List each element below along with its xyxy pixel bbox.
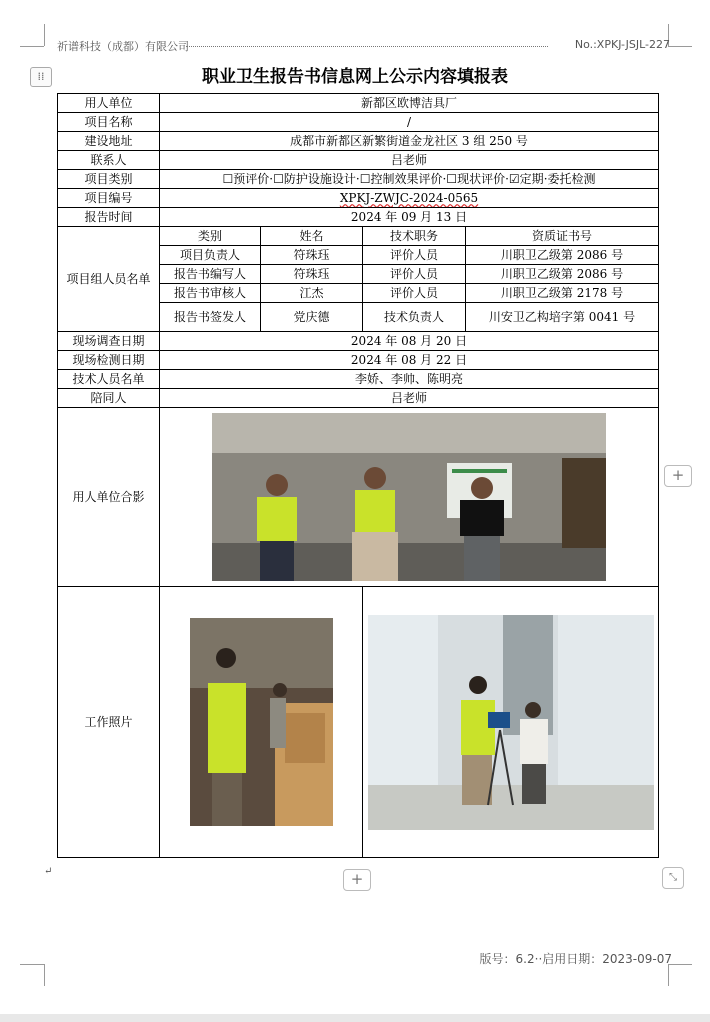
label-address: 建设地址 bbox=[58, 132, 160, 151]
label-tech-staff: 技术人员名单 bbox=[58, 370, 160, 389]
team-type[interactable]: 报告书签发人 bbox=[160, 303, 261, 332]
group-photo-image bbox=[212, 413, 606, 581]
label-contact: 联系人 bbox=[58, 151, 160, 170]
row-escort bbox=[58, 389, 659, 408]
category-status-eval: 现状评价 bbox=[457, 171, 506, 186]
category-suffix: 委托检测 bbox=[547, 171, 596, 186]
row-team-header bbox=[58, 227, 659, 246]
value-survey-date[interactable]: 2024 年 08 月 20 日 bbox=[160, 332, 659, 351]
row-report-date bbox=[58, 208, 659, 227]
table-resize-icon[interactable]: ⤡ bbox=[662, 867, 684, 889]
team-name[interactable]: 符珠珏 bbox=[261, 246, 363, 265]
value-address[interactable]: 成都市新都区新繁街道金龙社区 3 组 250 号 bbox=[160, 132, 659, 151]
team-name[interactable]: 江杰 bbox=[261, 284, 363, 303]
label-escort: 陪同人 bbox=[58, 389, 160, 408]
value-project-no[interactable] bbox=[160, 189, 659, 208]
label-work-photo: 工作照片 bbox=[58, 587, 160, 858]
checkbox-unchecked-icon[interactable]: ☐ bbox=[359, 171, 371, 186]
row-project-no bbox=[58, 189, 659, 208]
value-category[interactable]: ☐预评价·☐防护设施设计·☐控制效果评价·☐现状评价·☑定期·委托检测 bbox=[160, 170, 659, 189]
category-periodic: 定期 bbox=[519, 171, 544, 186]
add-column-button[interactable]: + bbox=[664, 465, 692, 487]
label-project-name: 项目名称 bbox=[58, 113, 160, 132]
team-header-title: 技术职务 bbox=[363, 227, 466, 246]
value-report-date[interactable]: 2024 年 09 月 13 日 bbox=[160, 208, 659, 227]
row-tech-staff bbox=[58, 370, 659, 389]
label-survey-date: 现场调查日期 bbox=[58, 332, 160, 351]
group-photo-cell[interactable] bbox=[160, 408, 659, 587]
team-title[interactable]: 技术负责人 bbox=[363, 303, 466, 332]
category-protection-design: 防护设施设计 bbox=[283, 171, 356, 186]
team-type[interactable]: 项目负责人 bbox=[160, 246, 261, 265]
crop-mark-top-right-h bbox=[668, 46, 692, 47]
crop-mark-top-left-h bbox=[20, 46, 44, 47]
label-test-date: 现场检测日期 bbox=[58, 351, 160, 370]
team-name[interactable]: 符珠珏 bbox=[261, 265, 363, 284]
label-report-date: 报告时间 bbox=[58, 208, 160, 227]
work-photo-cell-right[interactable] bbox=[363, 587, 659, 858]
project-number-text: XPKJ-ZWJC-2024-0565 bbox=[339, 190, 479, 205]
work-photo-left-image bbox=[190, 618, 333, 826]
crop-mark-bottom-right-v bbox=[668, 964, 669, 986]
page-title: 职业卫生报告书信息网上公示内容填报表 bbox=[202, 67, 508, 87]
team-title[interactable]: 评价人员 bbox=[363, 284, 466, 303]
team-cert[interactable]: 川职卫乙级第 2086 号 bbox=[466, 265, 659, 284]
row-group-photo bbox=[58, 408, 659, 587]
team-cert[interactable]: 川职卫乙级第 2086 号 bbox=[466, 246, 659, 265]
checkbox-unchecked-icon[interactable]: ☐ bbox=[446, 171, 458, 186]
value-tech-staff[interactable]: 李娇、李帅、陈明亮 bbox=[160, 370, 659, 389]
row-survey-date bbox=[58, 332, 659, 351]
add-row-button[interactable]: + bbox=[343, 869, 371, 891]
team-header-cert: 资质证书号 bbox=[466, 227, 659, 246]
row-contact bbox=[58, 151, 659, 170]
row-employer bbox=[58, 94, 659, 113]
crop-mark-bottom-left-h bbox=[20, 964, 44, 965]
header-dotted-leader bbox=[186, 46, 548, 47]
team-header-type: 类别 bbox=[160, 227, 261, 246]
row-work-photo bbox=[58, 587, 659, 858]
team-title[interactable]: 评价人员 bbox=[363, 246, 466, 265]
header-doc-number: No.:XPKJ-JSJL-227 bbox=[574, 38, 670, 51]
crop-mark-top-left-v bbox=[44, 24, 45, 46]
row-test-date bbox=[58, 351, 659, 370]
team-title[interactable]: 评价人员 bbox=[363, 265, 466, 284]
label-group-photo: 用人单位合影 bbox=[58, 408, 160, 587]
team-cert[interactable]: 川安卫乙构培字第 0041 号 bbox=[466, 303, 659, 332]
checkbox-unchecked-icon[interactable]: ☐ bbox=[222, 171, 234, 186]
team-type[interactable]: 报告书审核人 bbox=[160, 284, 261, 303]
team-type[interactable]: 报告书编写人 bbox=[160, 265, 261, 284]
category-control-eval: 控制效果评价 bbox=[370, 171, 443, 186]
page-bottom-edge bbox=[0, 1014, 710, 1022]
value-contact[interactable]: 吕老师 bbox=[160, 151, 659, 170]
row-address bbox=[58, 132, 659, 151]
crop-mark-bottom-left-v bbox=[44, 964, 45, 986]
label-employer: 用人单位 bbox=[58, 94, 160, 113]
row-category bbox=[58, 170, 659, 189]
value-test-date[interactable]: 2024 年 08 月 22 日 bbox=[160, 351, 659, 370]
footer-version: 版号：6.2··启用日期：2023-09-07 bbox=[479, 952, 672, 966]
label-project-no: 项目编号 bbox=[58, 189, 160, 208]
label-team: 项目组人员名单 bbox=[58, 227, 160, 332]
checkbox-unchecked-icon[interactable]: ☐ bbox=[273, 171, 284, 186]
team-name[interactable]: 党庆德 bbox=[261, 303, 363, 332]
paragraph-mark-icon: ↵ bbox=[44, 866, 53, 877]
checkbox-checked-icon[interactable]: ☑ bbox=[508, 171, 520, 186]
value-escort[interactable]: 吕老师 bbox=[160, 389, 659, 408]
row-project-name bbox=[58, 113, 659, 132]
team-header-name: 姓名 bbox=[261, 227, 363, 246]
header-company: 祈谱科技（成都）有限公司 bbox=[57, 40, 189, 53]
work-photo-right-image bbox=[368, 615, 654, 830]
work-photo-cell-left[interactable] bbox=[160, 587, 363, 858]
value-employer[interactable]: 新都区欧博洁具厂 bbox=[160, 94, 659, 113]
table-move-handle-icon[interactable]: ⁞⁞ bbox=[30, 67, 52, 87]
label-category: 项目类别 bbox=[58, 170, 160, 189]
team-cert[interactable]: 川职卫乙级第 2178 号 bbox=[466, 284, 659, 303]
info-table bbox=[57, 93, 659, 858]
value-project-name[interactable]: / bbox=[160, 113, 659, 132]
category-pre-eval: 预评价 bbox=[233, 171, 270, 186]
